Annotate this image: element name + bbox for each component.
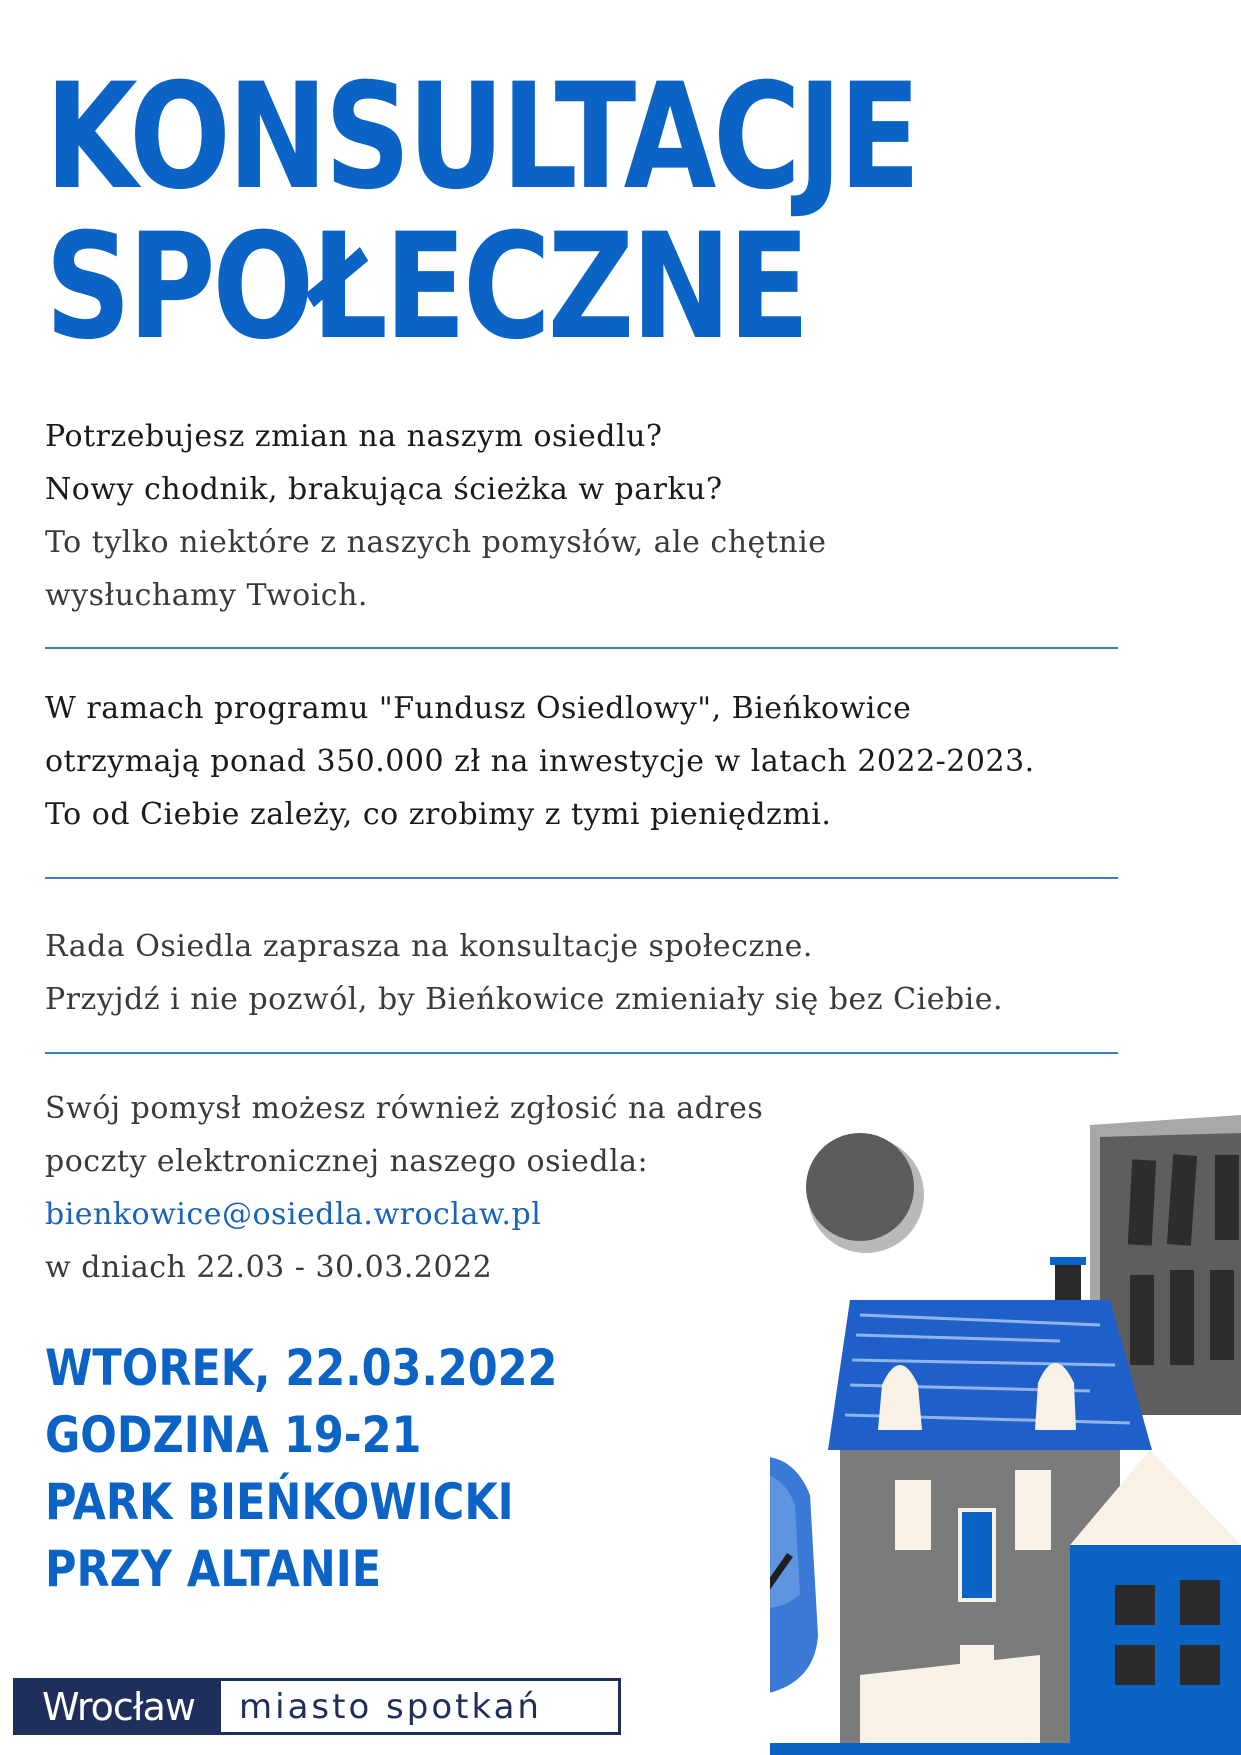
contact-dates: w dniach 22.03 - 30.03.2022	[45, 1250, 493, 1285]
intro-line-4: wysłuchamy Twoich.	[45, 578, 368, 613]
fund-line-1: W ramach programu "Fundusz Osiedlowy", Bieńkowice	[45, 691, 912, 726]
divider-2	[45, 877, 1118, 879]
event-time: GODZINA 19-21	[45, 1406, 422, 1464]
title-line-1: KONSULTACJE	[45, 52, 918, 222]
moon-icon	[806, 1133, 924, 1253]
fund-paragraph	[45, 682, 1035, 841]
fund-line-2: otrzymają ponad 350.000 zł na inwestycje w latach 2022-2023.	[45, 744, 1035, 779]
title-line-2: SPOŁECZNE	[45, 202, 807, 372]
intro-paragraph	[45, 410, 827, 622]
event-place: PARK BIEŃKOWICKI	[45, 1473, 514, 1531]
intro-line-1: Potrzebujesz zmian na naszym osiedlu?	[45, 419, 663, 454]
intro-line-3: To tylko niektóre z naszych pomysłów, ale chętnie	[45, 525, 827, 560]
logo-city: Wrocław	[16, 1681, 221, 1732]
wroclaw-logo	[13, 1678, 621, 1735]
event-date: WTOREK, 22.03.2022	[45, 1339, 558, 1397]
blue-window	[960, 1510, 994, 1600]
poster-title	[45, 52, 918, 372]
tree-icon	[770, 1457, 818, 1755]
contact-line-1: Swój pomysł możesz również zgłosić na adres	[45, 1091, 764, 1126]
intro-line-2: Nowy chodnik, brakująca ścieżka w parku?	[45, 472, 723, 507]
invite-line-2: Przyjdź i nie pozwól, by Bieńkowice zmieniały się bez Ciebie.	[45, 982, 1004, 1017]
event-details	[45, 1335, 557, 1603]
logo-tagline: miasto spotkań	[239, 1686, 542, 1727]
invite-paragraph	[45, 920, 1003, 1026]
houses-illustration	[770, 1115, 1241, 1755]
divider-1	[45, 647, 1118, 649]
contact-paragraph	[45, 1082, 763, 1294]
email-link[interactable]: bienkowice@osiedla.wroclaw.pl	[45, 1197, 542, 1232]
event-spot: PRZY ALTANIE	[45, 1540, 382, 1598]
blue-roof	[828, 1300, 1152, 1450]
invite-line-1: Rada Osiedla zaprasza na konsultacje społeczne.	[45, 929, 813, 964]
contact-line-2: poczty elektronicznej naszego osiedla:	[45, 1144, 649, 1179]
chimney	[1055, 1260, 1081, 1300]
fund-line-3: To od Ciebie zależy, co zrobimy z tymi pieniędzmi.	[45, 797, 832, 832]
divider-3	[45, 1052, 1118, 1054]
